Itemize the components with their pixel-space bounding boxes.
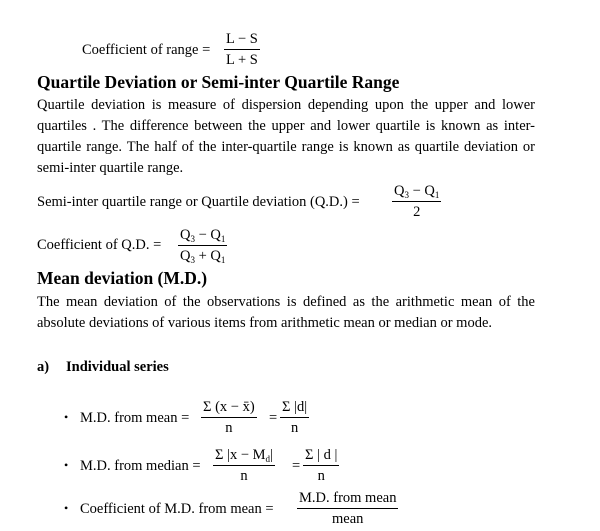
coefficient-md-fraction — [297, 489, 398, 528]
range-denominator: L + S — [226, 52, 258, 68]
coefficient-md-label: Coefficient of M.D. from mean = — [80, 501, 274, 517]
semi-interquartile-denominator: 2 — [413, 204, 421, 220]
md-mean-equals: = — [269, 410, 278, 426]
md-median-denominator: n — [240, 468, 248, 484]
semi-interquartile-numerator: $Q_3 - Q_1$ — [394, 183, 440, 200]
bullet-mark: • — [64, 410, 69, 424]
md-median-fraction — [213, 446, 275, 485]
range-formula-label: Coefficient of range = — [82, 42, 211, 58]
range-fraction — [224, 30, 260, 69]
md-mean-numerator: Σ (x − x̄) — [201, 398, 257, 418]
md-mean-denominator: n — [225, 420, 233, 436]
md-mean-d-numerator: Σ |d| — [280, 398, 309, 418]
coefficient-qd-denominator: $Q_3 + Q_1$ — [180, 248, 226, 265]
range-numerator: L − S — [224, 30, 260, 50]
subheading-marker: a) — [37, 359, 50, 375]
md-median-d-numerator: Σ | d | — [303, 446, 339, 466]
coefficient-md-denominator: mean — [332, 511, 364, 527]
semi-interquartile-label: Semi-inter quartile range or Quartile deviation (Q.D.) = — [37, 194, 360, 210]
md-mean-d-fraction — [280, 398, 309, 437]
md-mean-fraction — [201, 398, 257, 437]
mean-deviation-heading: Mean deviation (M.D.) — [37, 268, 208, 288]
coefficient-qd-numerator: $Q_3 - Q_1$ — [180, 227, 226, 244]
md-median-d-denominator: n — [317, 468, 325, 484]
coefficient-md-numerator: M.D. from mean — [297, 489, 398, 509]
md-median-numerator: Σ $|x - M_d|$ — [215, 447, 273, 464]
md-mean-label: M.D. from mean = — [80, 410, 190, 426]
quartile-heading: Quartile Deviation or Semi-inter Quartile Range — [37, 72, 400, 92]
md-median-equals: = — [292, 458, 301, 474]
quartile-paragraph: Quartile deviation is measure of dispersion depending upon the upper and lower quartiles . The difference between the upper and lower quartile is known as inter-quartile range. The half of the inter-quartile range is known as quartile deviation or semi-inter quartile range. — [37, 97, 535, 176]
bullet-mark: • — [64, 458, 69, 472]
individual-series-subheading: Individual series — [66, 359, 169, 375]
md-mean-d-denominator: n — [290, 420, 299, 436]
coefficient-qd-fraction — [178, 226, 227, 265]
md-median-label: M.D. from median = — [80, 458, 201, 474]
bullet-mark: • — [64, 501, 69, 515]
coefficient-qd-label: Coefficient of Q.D. = — [37, 237, 162, 253]
mean-deviation-paragraph: The mean deviation of the observations is defined as the arithmetic mean of the absolute deviations of various items from arithmetic mean or median or mode. — [37, 294, 535, 331]
semi-interquartile-fraction — [392, 182, 441, 221]
md-median-d-fraction — [303, 446, 339, 485]
